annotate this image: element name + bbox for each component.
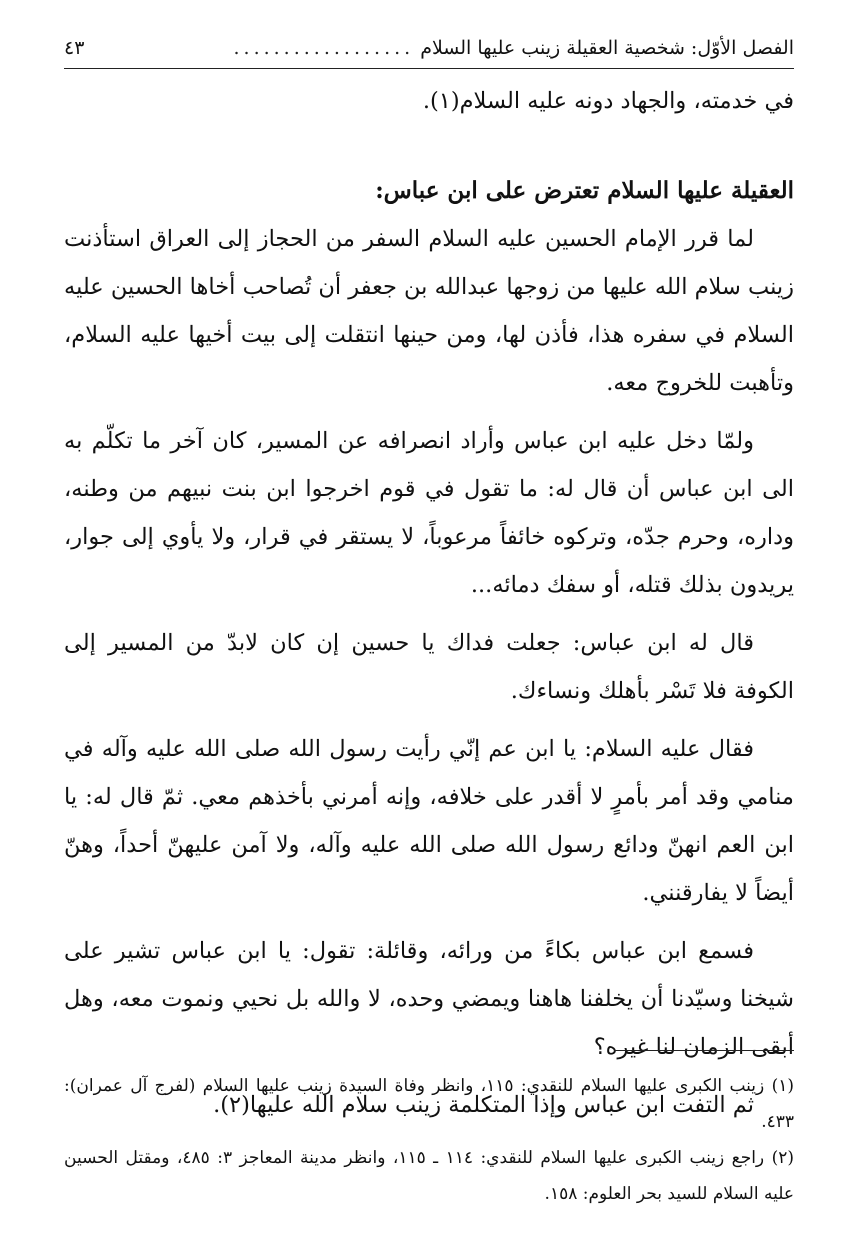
footnotes	[64, 1068, 794, 1212]
chapter-title: الفصل الأوّل: شخصية العقيلة زينب عليها السلام	[420, 37, 794, 59]
footnote-2	[64, 1140, 794, 1212]
running-header	[64, 28, 794, 69]
paragraph-1: لما قرر الإمام الحسين عليه السلام السفر من الحجاز إلى العراق استأذنت زينب سلام الله عليها من زوجها عبدالله بن جعفر أن تُصاحب أخاها الحسين عليه السلام في سفره هذا، فأذن لها، ومن حينها انتقلت إلى بيت أخيها عليه السلام، وتأهبت للخروج معه.	[64, 226, 794, 396]
document-page	[64, 28, 794, 1228]
paragraph-4: فقال عليه السلام: يا ابن عم إنّي رأيت رسول الله صلى الله عليه وآله في منامي وقد أمر بأمرٍ لا أقدر على خلافه، وإنه أمرني بأخذهم معي. ثمّ قال له: يا ابن العم انهنّ ودائع رسول الله صلى الله عليه وآله، ولا آمن عليهنّ أحداً، وهنّ أيضاً لا يفارقنني.	[64, 736, 794, 906]
section-heading: العقيلة عليها السلام تعترض على ابن عباس:	[375, 177, 794, 204]
paragraph-6: ثم التفت ابن عباس وإذا المتكلمة زينب سلام الله عليها(٢).	[213, 1092, 754, 1118]
paragraph-3: قال له ابن عباس: جعلت فداك يا حسين إن كان لابدّ من المسير إلى الكوفة فلا تَسْر بأهلك ونساءك.	[64, 630, 794, 704]
intro-line: في خدمته، والجهاد دونه عليه السلام(١).	[422, 88, 794, 114]
paragraph-2: ولمّا دخل عليه ابن عباس وأراد انصرافه عن المسير، كان آخر ما تكلّم به الى ابن عباس أن قال له: ما تقول في قوم اخرجوا ابن بنت نبيهم من وطنه، وداره، وحرم جدّه، وتركوه خائفاً مرعوباً، لا يستقر في قرار، ولا يأوي إلى جوار، يريدون بذلك قتله، أو سفك دمائه...	[64, 428, 794, 598]
footnote-text: زينب الكبرى عليها السلام للنقدي: ١١٥، وانظر وفاة السيدة زينب عليها السلام (لفرج آل عمران): ٤٣٣.	[64, 1076, 794, 1132]
footnote-1	[64, 1068, 794, 1140]
leader-dots: ..................	[233, 37, 415, 59]
footnote-marker: (٢)	[771, 1148, 794, 1168]
page-number: ٤٣	[64, 37, 85, 59]
paragraph-5: فسمع ابن عباس بكاءً من ورائه، وقائلة: تقول: يا ابن عباس تشير على شيخنا وسيّدنا أن يخلفنا هاهنا ويمضي وحده، لا والله بل نحيي ونموت معه، وهل أبقى الزمان لنا غيره؟	[64, 938, 794, 1060]
footnote-text: راجع زينب الكبرى عليها السلام للنقدي: ١١٤ ـ ١١٥، وانظر مدينة المعاجز ٣: ٤٨٥، ومقتل الحسين عليه السلام للسيد بحر العلوم: ١٥٨.	[64, 1148, 794, 1204]
footnote-marker: (١)	[771, 1076, 794, 1096]
footnote-separator	[614, 1050, 794, 1051]
